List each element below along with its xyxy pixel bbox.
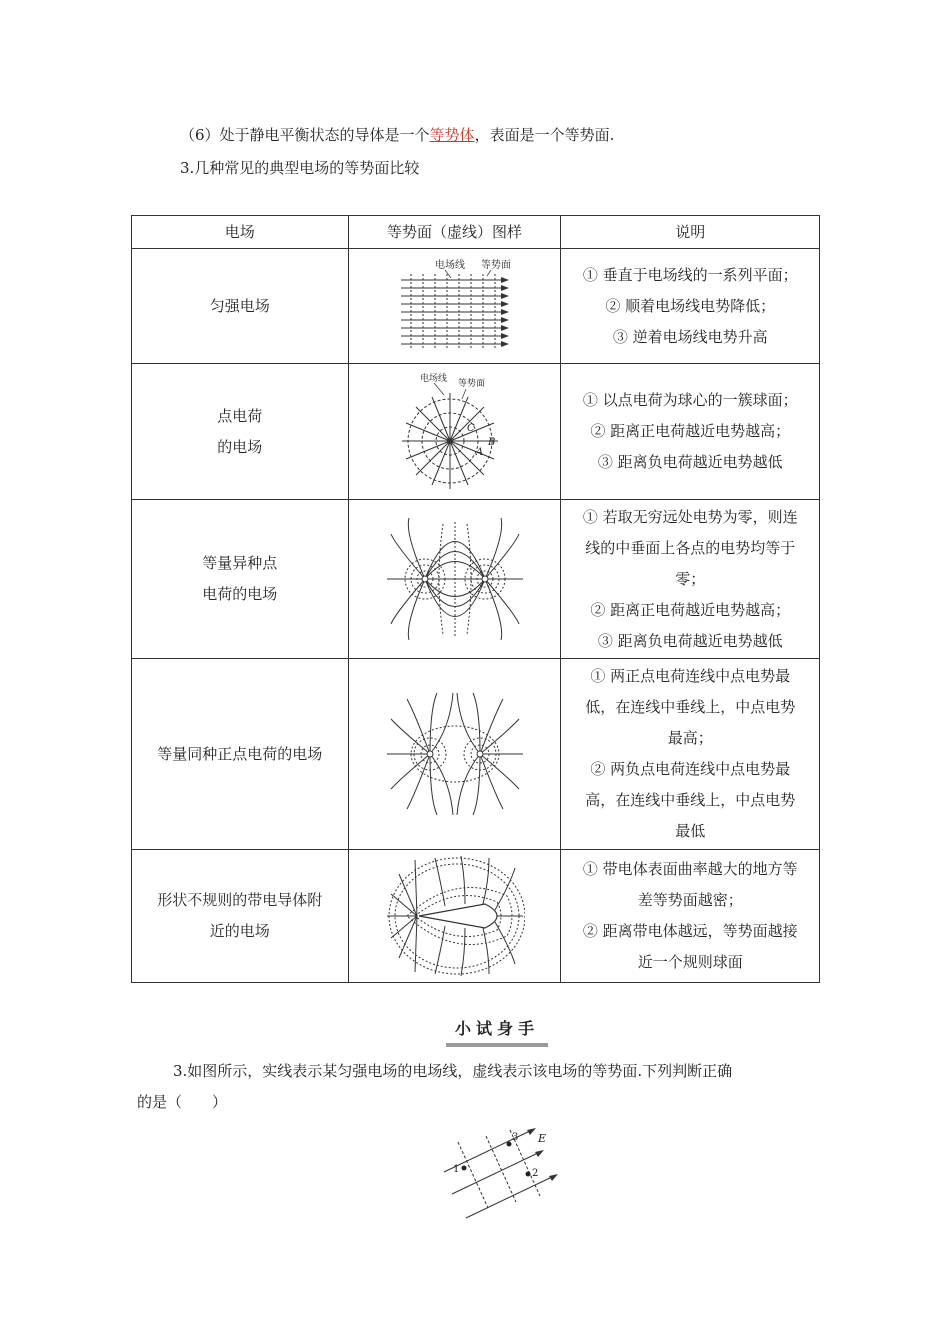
opposite-charges-figure — [385, 514, 525, 644]
label-point-1: 1 — [453, 1164, 460, 1175]
notes-cell: ① 以点电荷为球心的一簇球面； ② 距离正电荷越近电势越高； ③ 距离负电荷越近电势越低 — [561, 364, 820, 500]
figure-cell — [348, 364, 561, 500]
field-name-cell: 等量同种正点电荷的电场 — [132, 659, 349, 850]
figure-cell — [348, 850, 561, 983]
field-name-cell: 点电荷 的电场 — [132, 364, 349, 500]
uniform-field-figure — [395, 256, 515, 356]
equipotential-body-term: 等势体 — [429, 126, 475, 144]
label-field-line: 电场线 — [434, 260, 465, 271]
label-point-2: 2 — [532, 1168, 539, 1179]
intro-line-1 — [180, 124, 614, 145]
label-point-3: 3 — [512, 1132, 519, 1143]
figure-cell — [348, 659, 561, 850]
table-row — [132, 364, 820, 500]
label-field-e: E — [538, 1132, 547, 1145]
equipotential-comparison-table — [131, 215, 820, 983]
notes-cell: ① 带电体表面曲率越大的地方等 差等势面越密； ② 距离带电体越远，等势面越接 近一个规则球面 — [561, 850, 820, 983]
intro-line-2: 3.几种常见的典型电场的等势面比较 — [180, 159, 420, 177]
notes-cell: ① 垂直于电场线的一系列平面； ② 顺着电场线电势降低； ③ 逆着电场线电势升高 — [561, 249, 820, 364]
question-line-2: 的是（ ） — [137, 1093, 228, 1111]
table-row — [132, 659, 820, 850]
intro-line-1-after: ，表面是一个等势面. — [474, 126, 615, 144]
question-figure — [436, 1128, 566, 1224]
irregular-conductor-figure — [385, 854, 525, 978]
label-point-a: A — [475, 446, 483, 458]
like-charges-figure — [385, 689, 525, 819]
table-header-row — [132, 216, 820, 249]
notes-cell: ① 两正点电荷连线中点电势最 低，在连线中垂线上，中点电势 最高； ② 两负点电荷连线中点电势最 高，在连线中垂线上，中点电势 最低 — [561, 659, 820, 850]
table-row — [132, 500, 820, 659]
figure-cell — [348, 249, 561, 364]
section-heading — [446, 1016, 548, 1047]
point-charge-figure — [400, 369, 510, 495]
notes-cell: ① 若取无穷远处电势为零，则连 线的中垂面上各点的电势均等于 零； ② 距离正电荷越近电势越高； ③ 距离负电荷越近电势越低 — [561, 500, 820, 659]
section-underline — [446, 1043, 548, 1047]
header-figure: 等势面（虚线）图样 — [348, 216, 561, 249]
label-equipotential: 等势面 — [457, 378, 485, 389]
label-field-line: 电场线 — [419, 373, 447, 384]
field-name-cell: 匀强电场 — [132, 249, 349, 364]
question-line-1: 3.如图所示，实线表示某匀强电场的电场线，虚线表示该电场的等势面.下列判断正确 — [173, 1062, 733, 1080]
figure-cell — [348, 500, 561, 659]
header-field: 电场 — [132, 216, 349, 249]
label-point-c: C — [466, 422, 475, 434]
header-notes: 说明 — [561, 216, 820, 249]
label-equipotential: 等势面 — [480, 260, 511, 271]
field-name-cell: 形状不规则的带电导体附 近的电场 — [132, 850, 349, 983]
intro-line-1-before: （6）处于静电平衡状态的导体是一个 — [180, 126, 430, 144]
question-3 — [137, 1056, 817, 1118]
label-point-b: B — [487, 436, 495, 448]
section-title: 小试身手 — [454, 1019, 539, 1038]
field-name-cell: 等量异种点 电荷的电场 — [132, 500, 349, 659]
table-row — [132, 850, 820, 983]
table-row — [132, 249, 820, 364]
